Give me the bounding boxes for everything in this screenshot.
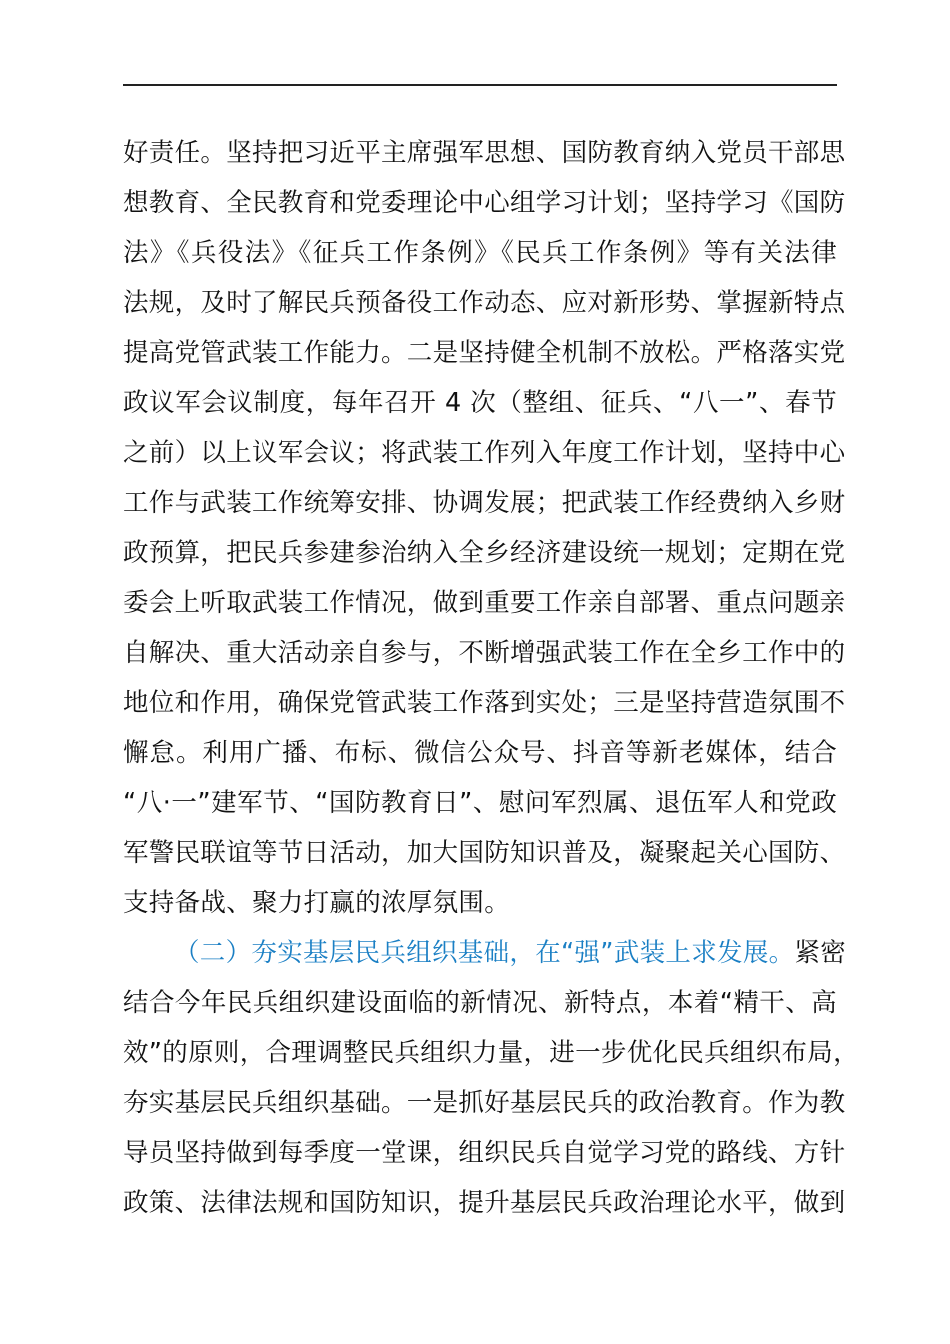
text-line: 之前）以上议军会议；将武装工作列入年度工作计划，坚持中心 xyxy=(123,438,846,468)
text-line: 政预算，把民兵参建参治纳入全乡经济建设统一规划；定期在党 xyxy=(123,538,846,568)
text-line: 好责任。坚持把习近平主席强军思想、国防教育纳入党员干部思 xyxy=(123,138,846,168)
text-line: 委会上听取武装工作情况，做到重要工作亲自部署、重点问题亲 xyxy=(123,588,846,618)
text-line: 导员坚持做到每季度一堂课，组织民兵自觉学习党的路线、方针 xyxy=(123,1138,846,1168)
text-line: 法》《兵役法》《征兵工作条例》《民兵工作条例》等有关法律 xyxy=(123,238,837,268)
body-text xyxy=(123,128,859,1228)
text-line: 政策、法律法规和国防知识，提升基层民兵政治理论水平，做到 xyxy=(123,1188,846,1218)
text-line: 工作与武装工作统筹安排、协调发展；把武装工作经费纳入乡财 xyxy=(123,488,846,518)
header-rule xyxy=(123,84,837,86)
text-line: 法规，及时了解民兵预备役工作动态、应对新形势、掌握新特点 xyxy=(123,288,846,318)
text-line: 结合今年民兵组织建设面临的新情况、新特点，本着“精干、高 xyxy=(123,988,837,1018)
text-line: 支持备战、聚力打赢的浓厚氛围。 xyxy=(123,888,511,918)
section-first-line xyxy=(123,928,847,978)
text-line: 效”的原则，合理调整民兵组织力量，进一步优化民兵组织布局， xyxy=(123,1038,859,1068)
paragraph-1 xyxy=(123,128,846,928)
paragraph-2 xyxy=(123,928,859,1228)
text-line: 自解决、重大活动亲自参与，不断增强武装工作在全乡工作中的 xyxy=(123,638,846,668)
text-line: 想教育、全民教育和党委理论中心组学习计划；坚持学习《国防 xyxy=(123,188,846,218)
text-line: “八·一”建军节、“国防教育日”、慰问军烈属、退伍军人和党政 xyxy=(123,788,837,818)
text-line: 政议军会议制度，每年召开 4 次（整组、征兵、“八一”、春节 xyxy=(123,388,837,418)
section-heading: （二）夯实基层民兵组织基础，在“强”武装上求发展。 xyxy=(174,938,795,968)
text-line: 军警民联谊等节日活动，加大国防知识普及，凝聚起关心国防、 xyxy=(123,838,846,868)
text-line: 懈怠。利用广播、布标、微信公众号、抖音等新老媒体，结合 xyxy=(123,738,837,768)
text-line: 夯实基层民兵组织基础。一是抓好基层民兵的政治教育。作为教 xyxy=(123,1088,846,1118)
text-line: 提高党管武装工作能力。二是坚持健全机制不放松。严格落实党 xyxy=(123,338,846,368)
section-first-line-rest: 紧密 xyxy=(794,938,847,968)
text-line: 地位和作用，确保党管武装工作落到实处；三是坚持营造氛围不 xyxy=(123,688,846,718)
